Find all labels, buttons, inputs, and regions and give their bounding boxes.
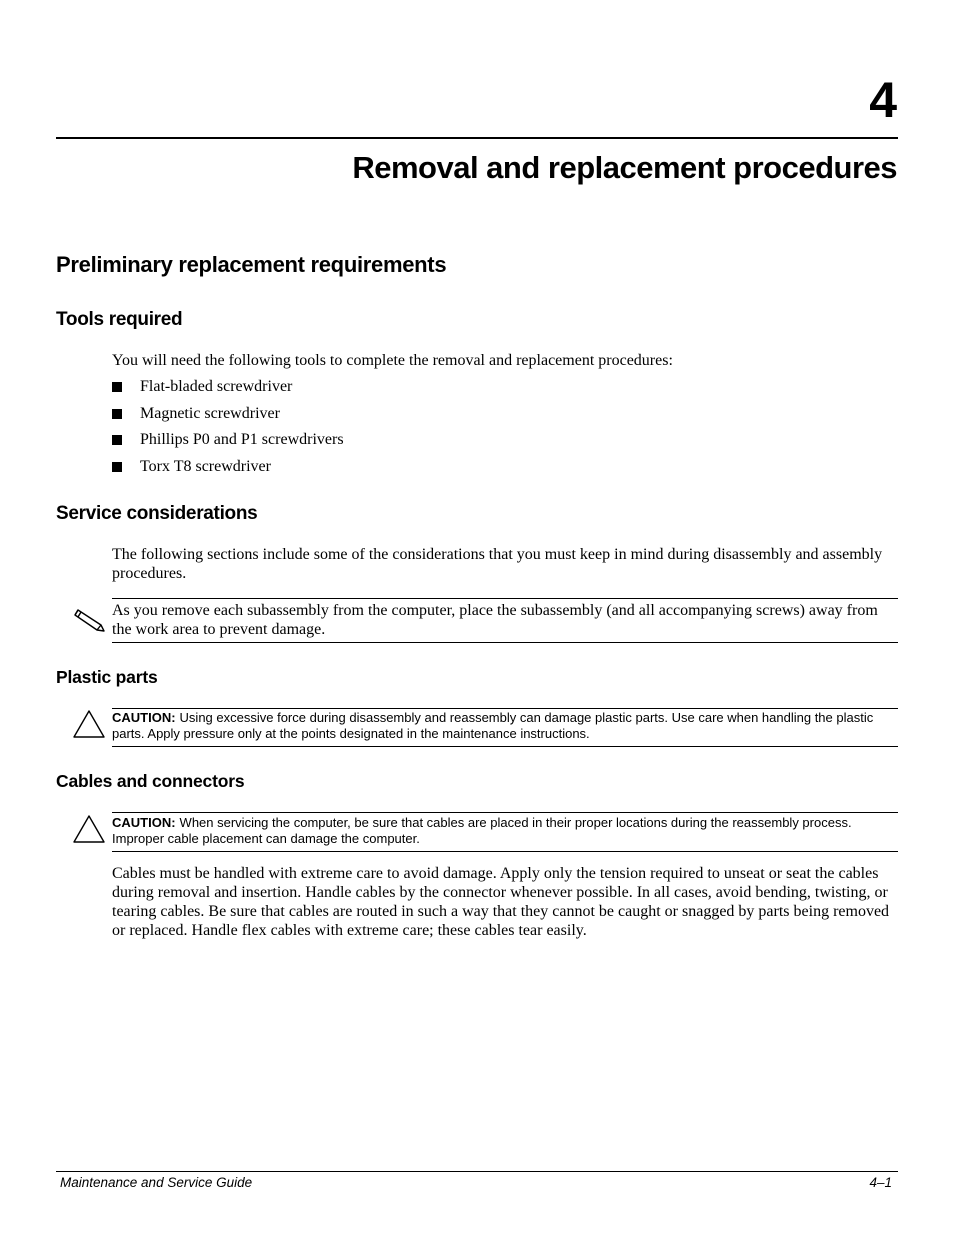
subsection-heading-cables: Cables and connectors (56, 771, 245, 791)
tool-name: Flat-bladed screwdriver (140, 378, 293, 395)
subsection-heading-plastic: Plastic parts (56, 667, 158, 687)
caution-label: CAUTION: (112, 710, 176, 725)
cables-caution-text (112, 815, 896, 847)
chapter-divider (56, 137, 898, 139)
bullet-square-icon (112, 382, 122, 392)
service-intro-paragraph: The following sections include some of the considerations that you must keep in mind during disassembly and assembly procedures. (112, 546, 883, 582)
bullet-square-icon (112, 462, 122, 472)
cables-paragraph: Cables must be handled with extreme care to avoid damage. Apply only the tension required to unseat or seat the cables during removal and insertion. Handle cables by the connector whenever possible. In all cases, avoid bending, twisting, or tearing cables. Be sure that cables are routed in such a way that they cannot be caught or snagged by parts being removed or replaced. Handle flex cables with extreme care; these cables tear easily. (112, 865, 890, 939)
tool-name: Phillips P0 and P1 screwdrivers (140, 431, 344, 448)
caution-triangle-icon (72, 814, 106, 844)
caution-bottom-rule (112, 851, 898, 852)
caution-top-rule (112, 812, 898, 813)
note-bottom-rule (112, 642, 898, 643)
chapter-number: 4 (869, 72, 897, 128)
caution-triangle-icon (72, 709, 106, 739)
list-item (112, 377, 344, 404)
caution-top-rule (112, 708, 898, 709)
bullet-square-icon (112, 435, 122, 445)
plastic-caution-text (112, 710, 896, 742)
footer-guide-title: Maintenance and Service Guide (60, 1175, 253, 1190)
tools-intro-paragraph: You will need the following tools to complete the removal and replacement procedures: (112, 352, 673, 369)
caution-bottom-rule (112, 746, 898, 747)
footer-divider (56, 1171, 898, 1172)
subsection-heading-service: Service considerations (56, 503, 258, 524)
footer-page-number: 4–1 (869, 1175, 892, 1190)
caution-label: CAUTION: (112, 815, 176, 830)
chapter-title: Removal and replacement procedures (352, 150, 897, 185)
list-item (112, 457, 344, 484)
service-note-text: As you remove each subassembly from the computer, place the subassembly (and all accompanying screws) away from the work area to prevent damage. (112, 602, 878, 638)
tools-list (112, 377, 344, 483)
caution-message: When servicing the computer, be sure that cables are placed in their proper locations during the reassembly process. Improper cable placement can damage the computer. (112, 815, 852, 846)
subsection-heading-tools: Tools required (56, 309, 183, 330)
list-item (112, 404, 344, 431)
caution-message: Using excessive force during disassembly and reassembly can damage plastic parts. Use care when handling the plastic parts. Apply pressure only at the points designated in the maintenance instructions. (112, 710, 874, 741)
list-item (112, 430, 344, 457)
bullet-square-icon (112, 409, 122, 419)
pencil-note-icon (73, 606, 107, 632)
note-top-rule (112, 598, 898, 599)
tool-name: Magnetic screwdriver (140, 404, 280, 422)
section-heading-preliminary: Preliminary replacement requirements (56, 252, 447, 277)
tool-name: Torx T8 screwdriver (140, 457, 271, 475)
